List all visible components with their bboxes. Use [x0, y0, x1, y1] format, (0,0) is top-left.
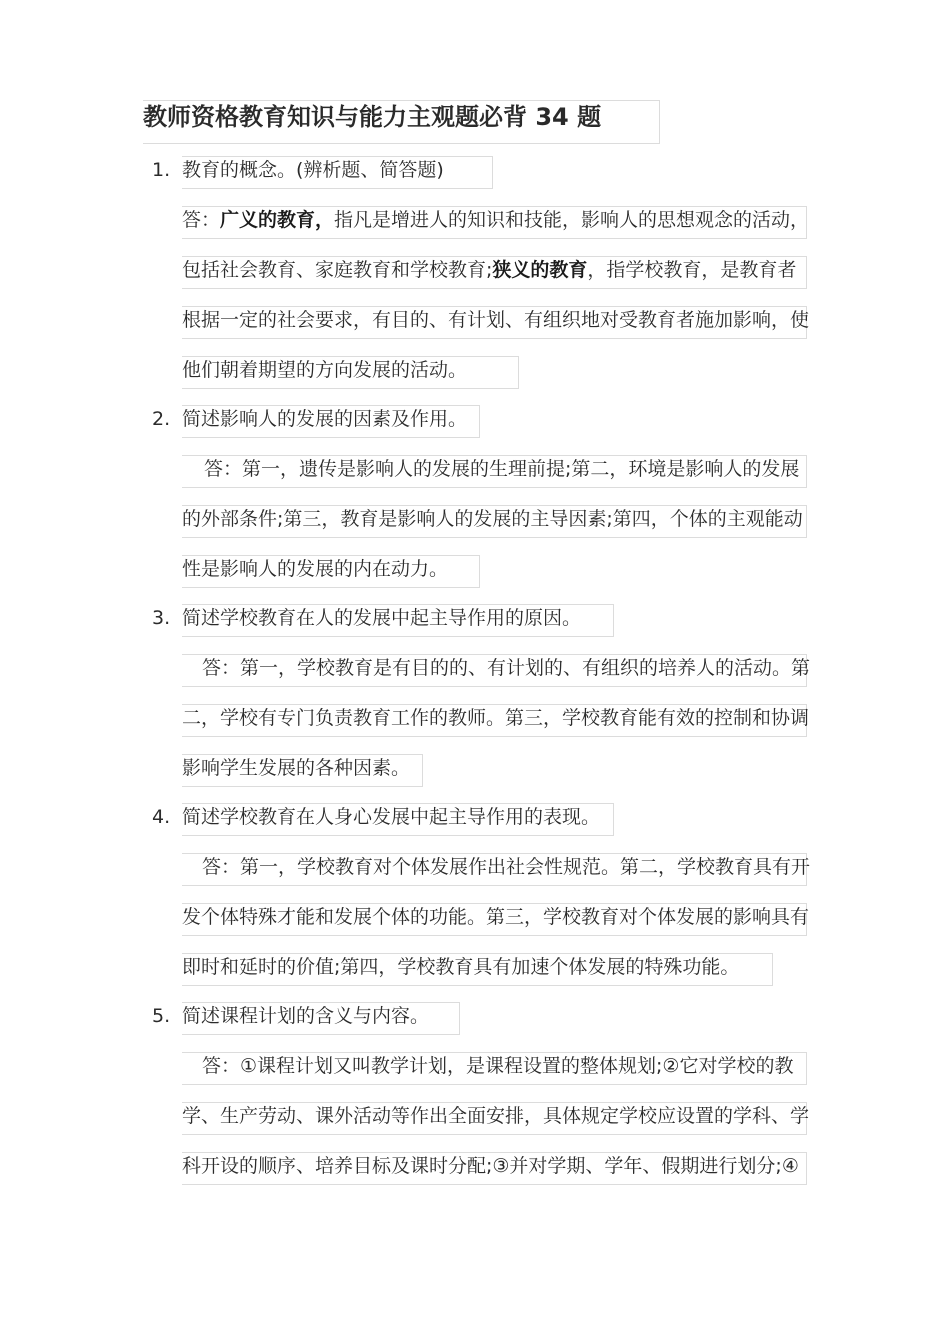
answer-line: 的外部条件;第三，教育是影响人的发展的主导因素;第四，个体的主观能动 — [182, 505, 807, 538]
answer-line — [182, 256, 807, 289]
bold-term-narrow-education: 狭义的教育 — [492, 259, 588, 281]
answer-text: 包括社会教育、家庭教育和学校教育; — [182, 259, 493, 281]
item-number: 2. — [152, 408, 171, 430]
answer-line: 即时和延时的价值;第四，学校教育具有加速个体发展的特殊功能。 — [182, 953, 773, 986]
answer-line: 影响学生发展的各种因素。 — [182, 754, 423, 787]
question-text: 简述课程计划的含义与内容。 — [182, 1002, 460, 1035]
answer-text: ，指学校教育，是教育者 — [587, 259, 797, 281]
answer-line: 答：第一，学校教育对个体发展作出社会性规范。第二，学校教育具有开 — [182, 853, 807, 886]
item-number: 5. — [152, 1005, 171, 1027]
question-text: 简述影响人的发展的因素及作用。 — [182, 405, 480, 438]
answer-prefix: 答： — [182, 209, 221, 231]
question-text: 简述学校教育在人身心发展中起主导作用的表现。 — [182, 803, 614, 836]
answer-line: 二，学校有专门负责教育工作的教师。第三，学校教育能有效的控制和协调 — [182, 704, 807, 737]
answer-line: 性是影响人的发展的内在动力。 — [182, 555, 480, 588]
item-number: 3. — [152, 607, 171, 629]
answer-text: 指凡是增进人的知识和技能，影响人的思想观念的活动， — [334, 209, 810, 231]
answer-line: 根据一定的社会要求，有目的、有计划、有组织地对受教育者施加影响，使 — [182, 306, 807, 339]
item-number: 1. — [152, 159, 171, 181]
answer-line: 学、生产劳动、课外活动等作出全面安排，具体规定学校应设置的学科、学 — [182, 1102, 807, 1135]
item-number: 4. — [152, 806, 171, 828]
answer-line: 发个体特殊才能和发展个体的功能。第三，学校教育对个体发展的影响具有 — [182, 903, 807, 936]
document-title: 教师资格教育知识与能力主观题必背 34 题 — [143, 100, 660, 144]
answer-line: 答：第一，学校教育是有目的的、有计划的、有组织的培养人的活动。第 — [182, 654, 807, 687]
answer-line: 答：第一，遗传是影响人的发展的生理前提;第二，环境是影响人的发展 — [182, 455, 807, 488]
answer-line: 答：①课程计划又叫教学计划，是课程设置的整体规划;②它对学校的教 — [182, 1052, 807, 1085]
answer-line: 科开设的顺序、培养目标及课时分配;③并对学期、学年、假期进行划分;④ — [182, 1152, 807, 1185]
question-text: 简述学校教育在人的发展中起主导作用的原因。 — [182, 604, 614, 637]
answer-line: 他们朝着期望的方向发展的活动。 — [182, 356, 519, 389]
answer-line — [182, 206, 810, 239]
question-text: 教育的概念。(辨析题、简答题) — [182, 156, 493, 189]
bold-term-broad-education: 广义的教育， — [220, 209, 335, 231]
